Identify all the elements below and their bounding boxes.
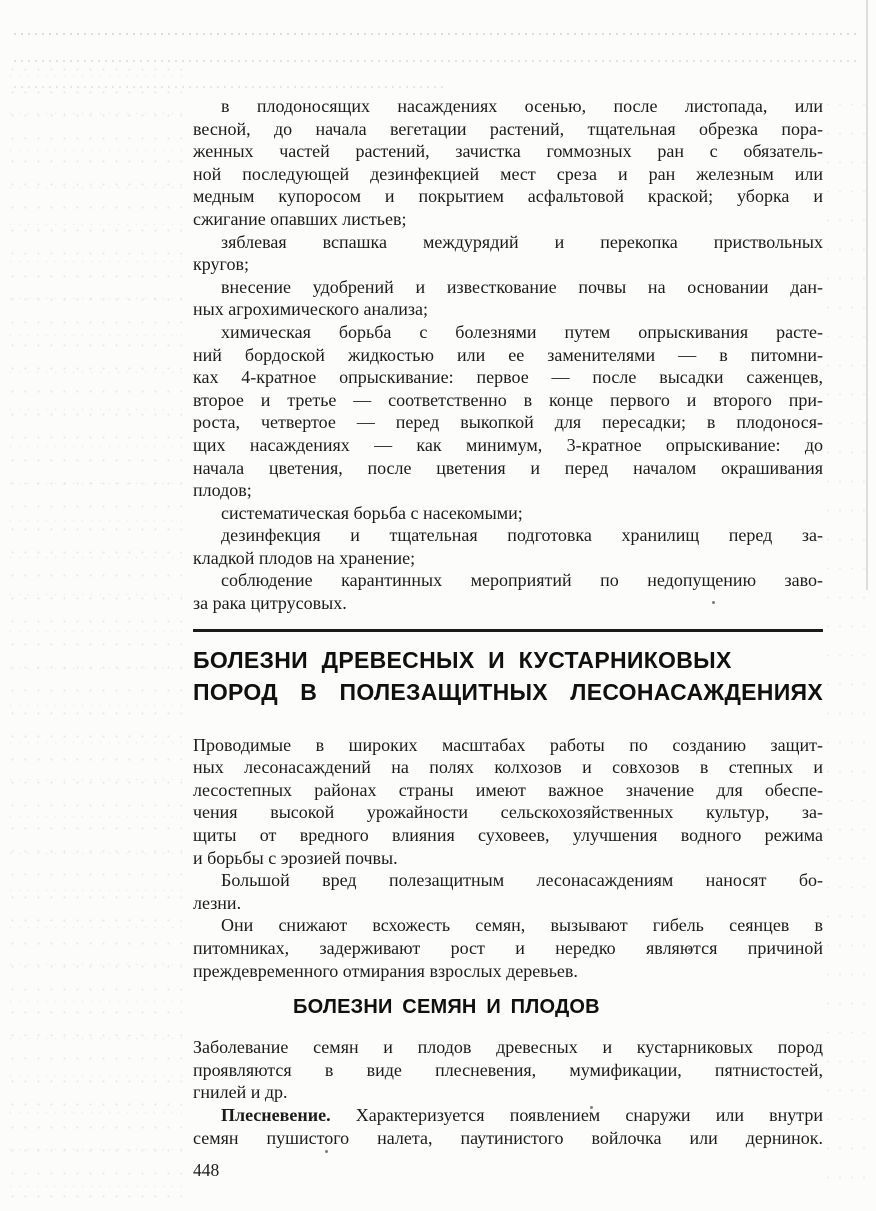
- intro-item: [193, 276, 823, 321]
- text-line: Они снижают всхожесть семян, вызывают гибель сеянцев в: [221, 915, 823, 936]
- scan-noise: [14, 33, 860, 35]
- intro-item: [193, 95, 823, 231]
- term-lead: Плесневение.: [221, 1104, 331, 1125]
- intro-item: [193, 569, 823, 614]
- paragraph: [193, 734, 823, 870]
- text-line: химическая борьба с болезнями путем опрыскивания расте-: [221, 321, 823, 342]
- text-line: ний бордоской жидкостью или ее заменителями — в питомни-: [193, 344, 823, 365]
- text-line: дезинфекция и тщательная подготовка хранилищ перед за-: [221, 525, 823, 546]
- text-line: щих насаждениях — как минимум, 3-кратное опрыскивание: до: [193, 434, 823, 455]
- term-text: Характеризуется появлением снаружи или внутри: [330, 1104, 823, 1125]
- paragraph: [193, 914, 823, 982]
- intro-item: [193, 231, 823, 276]
- paragraph: [193, 1036, 823, 1104]
- text-column: [193, 95, 823, 1182]
- text-line: зяблевая вспашка междурядий и перекопка приствольных: [221, 231, 823, 252]
- text-line: питомниках, задерживают рост и нередко являются причиной: [193, 938, 823, 958]
- paragraph: [193, 869, 823, 914]
- text-line: лесостепных районах страны имеют важное значение для обеспе-: [193, 779, 823, 800]
- text-line: лезни.: [193, 892, 242, 913]
- text-line: систематическая борьба с насекомыми;: [221, 502, 523, 523]
- section-heading-line: ПОРОД В ПОЛЕЗАЩИТНЫХ ЛЕСОНАСАЖДЕНИЯХ: [193, 678, 823, 705]
- text-line: ных лесонасаждений на полях колхозов и совхозов в степных и: [193, 757, 823, 778]
- paragraph: [193, 1104, 823, 1149]
- text-line: женных частей растений, зачистка гоммозных ран с обязатель-: [193, 141, 823, 162]
- scan-noise: [822, 90, 874, 1190]
- text-line: ках 4-кратное опрыскивание: первое — после высадки саженцев,: [193, 367, 823, 388]
- intro-item: [193, 524, 823, 569]
- text-line: семян пушистого налета, паутинистого войлочка или дернинок.: [193, 1127, 823, 1148]
- text-line: медным купоросом и покрытием асфальтовой краской; уборка и: [193, 186, 823, 207]
- scan-noise: [14, 60, 860, 62]
- text-line: ных агрохимического анализа;: [193, 299, 429, 320]
- scan-noise: [866, 0, 868, 590]
- text-line: Заболевание семян и плодов древесных и кустарниковых пород: [193, 1037, 823, 1058]
- text-line: кругов;: [193, 254, 249, 275]
- section-heading-line: БОЛЕЗНИ ДРЕВЕСНЫХ И КУСТАРНИКОВЫХ: [193, 646, 732, 673]
- text-line: и борьбы с эрозией почвы.: [193, 847, 398, 868]
- text-line: весной, до начала вегетации растений, тщательная обрезка пора-: [193, 118, 823, 139]
- subsection-heading: БОЛЕЗНИ СЕМЯН И ПЛОДОВ: [293, 996, 600, 1019]
- scan-noise: [14, 86, 444, 88]
- text-line: щиты от вредного влияния суховеев, улучшения водного режима: [193, 825, 823, 846]
- text-line: начала цветения, после цветения и перед началом окрашивания: [193, 457, 823, 478]
- text-line: второе и третье — соответственно в конце первого и второго при-: [193, 389, 823, 410]
- text-line: роста, четвертое — перед выкопкой для пересадки; в плодонося-: [193, 412, 823, 433]
- page-number: 448: [193, 1160, 220, 1181]
- section-heading: [193, 644, 823, 708]
- text-line: кладкой плодов на хранение;: [193, 547, 416, 568]
- text-line: сжигание опавших листьев;: [193, 208, 407, 229]
- text-line: соблюдение карантинных мероприятий по недопущению заво-: [221, 570, 823, 591]
- intro-item: [193, 321, 823, 502]
- text-line: Большой вред полезащитным лесонасаждениям наносят бо-: [221, 870, 823, 891]
- text-line: гнилей и др.: [193, 1082, 288, 1103]
- text-line: внесение удобрений и известкование почвы на основании дан-: [221, 276, 823, 297]
- section-divider: [193, 629, 823, 632]
- text-line: [193, 1104, 823, 1127]
- text-line: проявляются в виде плесневения, мумификации, пятнистостей,: [193, 1059, 823, 1080]
- text-line: в плодоносящих насаждениях осенью, после листопада, или: [221, 96, 823, 116]
- text-line: ной последующей дезинфекцией мест среза и ран железным или: [193, 163, 823, 184]
- intro-item: [193, 502, 823, 525]
- text-line: преждевременного отмирания взрослых деревьев.: [193, 960, 578, 981]
- text-line: за рака цитрусовых.: [193, 593, 347, 614]
- scan-noise: [6, 58, 182, 1198]
- text-line: Проводимые в широких масштабах работы по созданию защит-: [193, 734, 823, 755]
- text-line: плодов;: [193, 480, 252, 501]
- text-line: чения высокой урожайности сельскохозяйственных культур, за-: [193, 802, 823, 823]
